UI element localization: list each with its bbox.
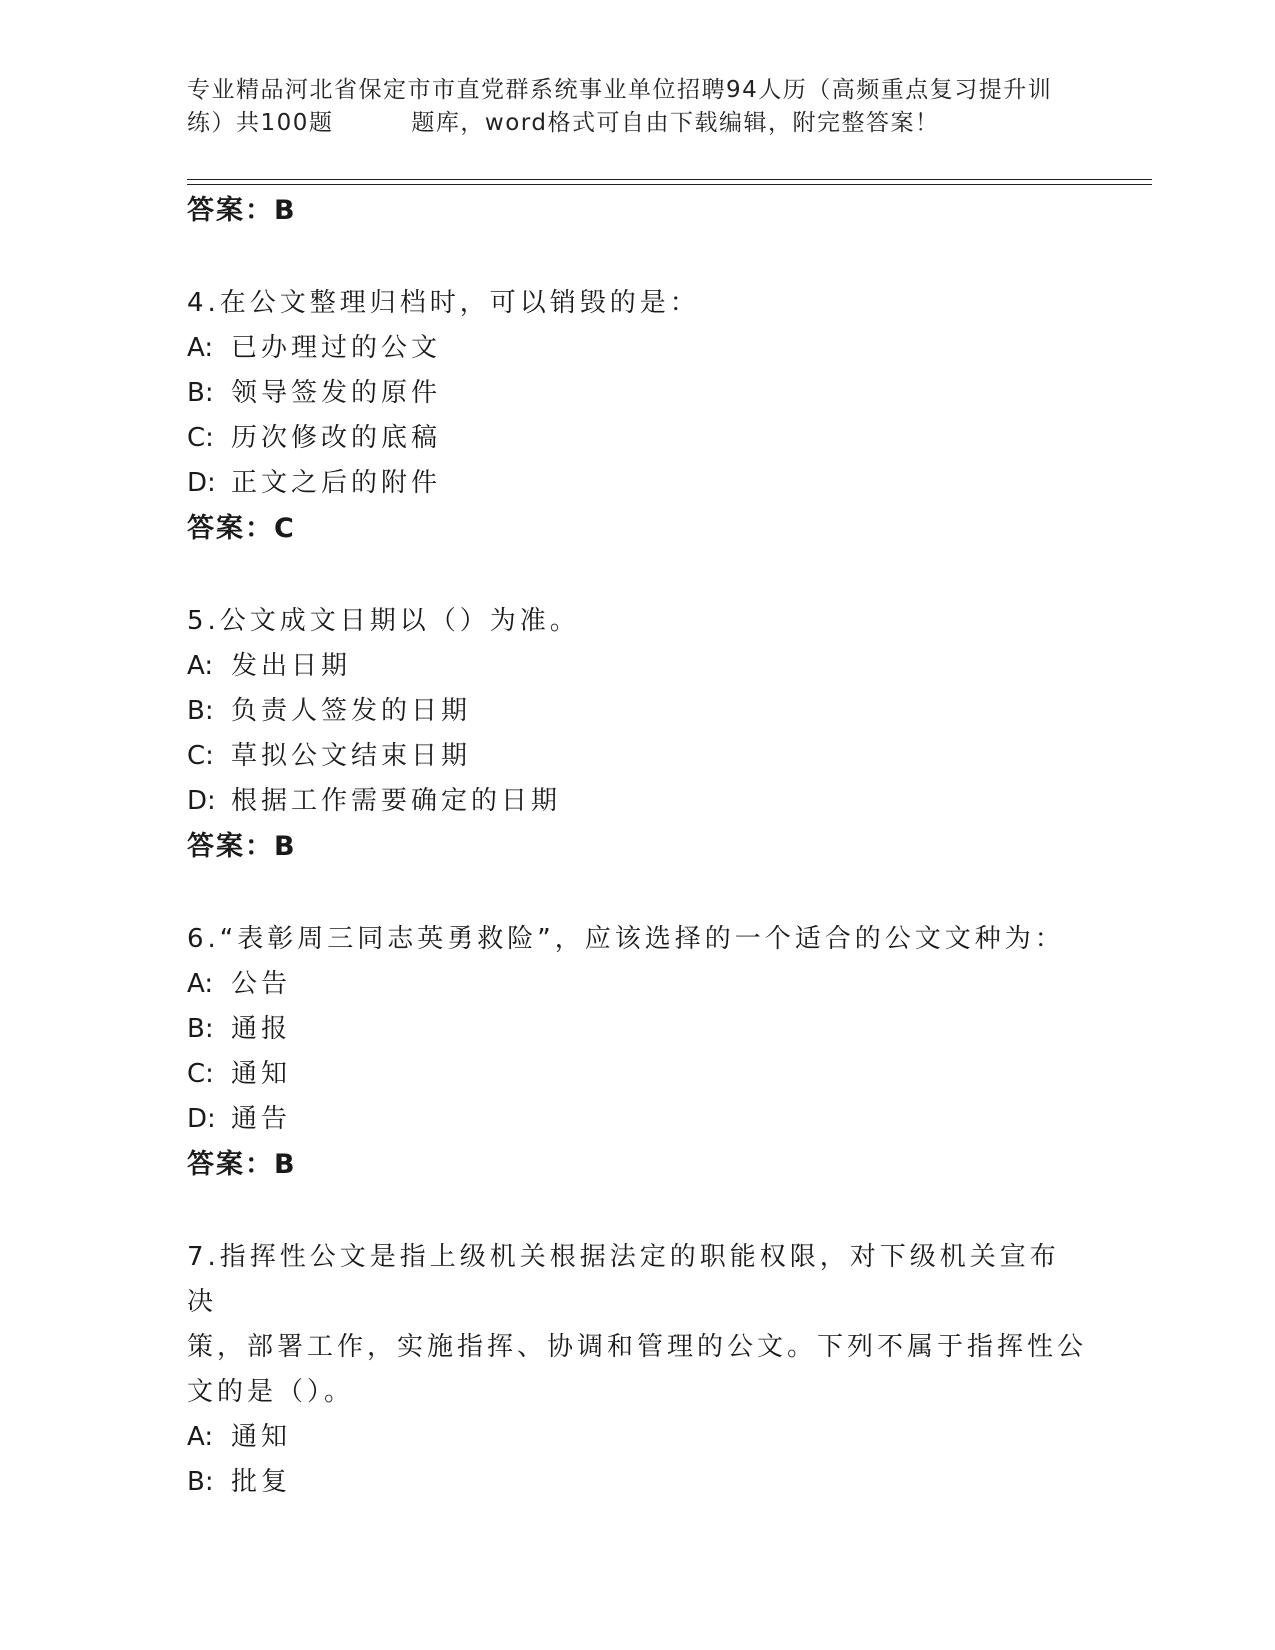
question-text: 6.“表彰周三同志英勇救险”，应该选择的一个适合的公文文种为：: [187, 924, 1065, 954]
option-key: C:: [187, 741, 214, 771]
option-key: C:: [187, 1059, 214, 1089]
question-5: [187, 599, 1087, 870]
header-line-2b: 题库，word格式可自由下载编辑，附完整答案！: [411, 110, 940, 136]
option-key: D:: [187, 1104, 216, 1134]
header-divider-bottom: [187, 184, 1152, 185]
option-text: 公告: [231, 969, 292, 999]
option-key: C:: [187, 423, 214, 453]
document-body: [187, 188, 1087, 1505]
header-line-1: 专业精品河北省保定市市直党群系统事业单位招聘94人历（高频重点复习提升训: [187, 77, 1053, 103]
option-b: [187, 689, 1087, 734]
question-6: [187, 917, 1087, 1188]
option-key: B:: [187, 696, 214, 726]
option-text: 正文之后的附件: [231, 468, 442, 498]
option-b: [187, 371, 1087, 416]
question-text-line: 文的是（）。: [187, 1377, 355, 1407]
header-line-2: [187, 107, 1067, 140]
option-key: A:: [187, 1422, 214, 1452]
option-text: 领导签发的原件: [231, 378, 442, 408]
question-text: 5.公文成文日期以（）为准。: [187, 606, 580, 636]
option-c: [187, 416, 1087, 461]
option-d: [187, 1097, 1087, 1142]
option-key: A:: [187, 333, 214, 363]
option-a: [187, 1415, 1087, 1460]
option-c: [187, 1052, 1087, 1097]
option-text: 发出日期: [231, 651, 352, 681]
header-line-2a: 练）共100题: [187, 110, 334, 136]
option-a: [187, 644, 1087, 689]
option-a: [187, 326, 1087, 371]
option-d: [187, 779, 1087, 824]
header-divider-top: [187, 179, 1152, 180]
option-text: 历次修改的底稿: [231, 423, 442, 453]
option-text: 通告: [231, 1104, 292, 1134]
option-key: D:: [187, 786, 216, 816]
option-d: [187, 461, 1087, 506]
option-c: [187, 734, 1087, 779]
option-key: A:: [187, 651, 214, 681]
question-7: [187, 1235, 1087, 1505]
option-text: 通知: [231, 1059, 292, 1089]
option-text: 通报: [231, 1014, 292, 1044]
page-header: [187, 74, 1067, 140]
answer: 答案：B: [187, 1149, 297, 1180]
option-a: [187, 962, 1087, 1007]
option-text: 草拟公文结束日期: [231, 741, 472, 771]
option-key: B:: [187, 378, 214, 408]
option-key: B:: [187, 1467, 214, 1497]
answer: 答案：C: [187, 513, 296, 544]
answer-previous: 答案：B: [187, 195, 297, 226]
question-text-line: 策，部署工作，实施指挥、协调和管理的公文。下列不属于指挥性公: [187, 1332, 1088, 1362]
question-text: 4.在公文整理归档时，可以销毁的是：: [187, 288, 700, 318]
answer: 答案：B: [187, 831, 297, 862]
option-key: D:: [187, 468, 216, 498]
option-text: 通知: [231, 1422, 292, 1452]
option-text: 已办理过的公文: [231, 333, 442, 363]
option-text: 批复: [231, 1467, 292, 1497]
question-text-line: 7.指挥性公文是指上级机关根据法定的职能权限，对下级机关宣布决: [187, 1242, 1060, 1317]
option-b: [187, 1460, 1087, 1505]
question-4: [187, 281, 1087, 552]
option-key: B:: [187, 1014, 214, 1044]
option-text: 负责人签发的日期: [231, 696, 472, 726]
option-b: [187, 1007, 1087, 1052]
option-key: A:: [187, 969, 214, 999]
option-text: 根据工作需要确定的日期: [231, 786, 562, 816]
